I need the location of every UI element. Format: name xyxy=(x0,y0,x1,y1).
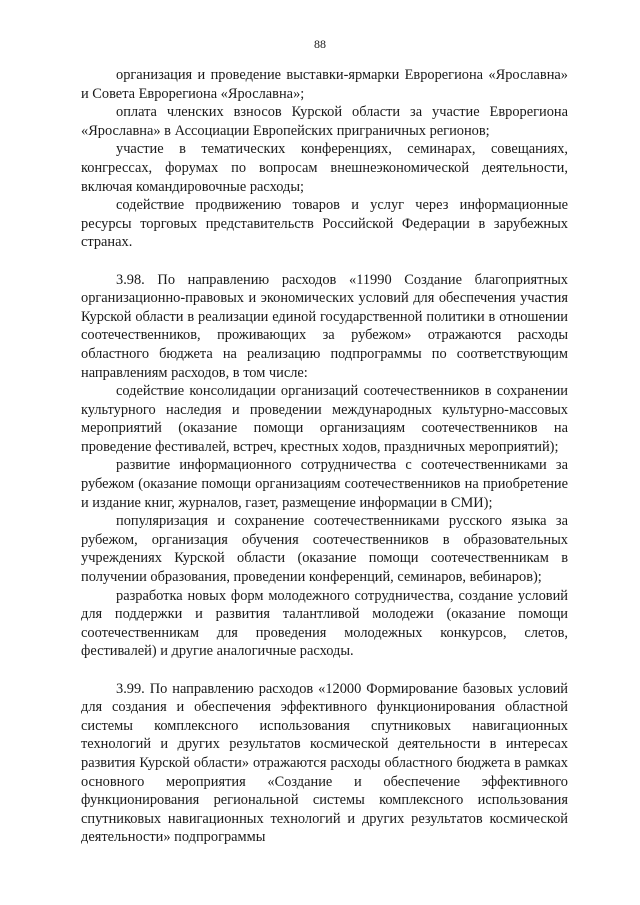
paragraph: организация и проведение выставки-ярмарки Еврорегиона «Ярославна» и Совета Еврорегиона «Ярославна»; xyxy=(81,67,568,102)
paragraph: оплата членских взносов Курской области за участие Еврорегиона «Ярославна» в Ассоциации Европейских приграничных регионов; xyxy=(81,104,568,139)
paragraph: участие в тематических конференциях, семинарах, совещаниях, конгрессах, форумах по вопросам внешнеэкономической деятельности, включая командировочные расходы; xyxy=(81,141,568,195)
paragraph: разработка новых форм молодежного сотрудничества, создание условий для поддержки и развития талантливой молодежи (оказание помощи соотечественникам для проведения молодежных конкурсов, слетов, фестивалей) и другие аналогичные расходы. xyxy=(81,587,568,660)
paragraph: 3.99. По направлению расходов «12000 Формирование базовых условий для создания и обеспечения эффективного функционирования областной системы комплексного использования спутниковых навигационных технологий и других результатов космической деятельности в интересах развития Курской области» отражаются расходы областного бюджета в рамках основного мероприятия «Создание и обеспечение эффективного функционирования региональной системы комплексного использования спутниковых навигационных технологий и других результатов космической деятельности» подпрограммы xyxy=(81,680,568,846)
page-number: 88 xyxy=(314,37,326,51)
paragraph: популяризация и сохранение соотечественниками русского языка за рубежом, организация обучения соотечественников в образовательных учреждениях Курской области (оказание помощи соотечественникам в получении образования, проведении конференций, семинаров, вебинаров); xyxy=(81,513,568,586)
paragraph: развитие информационного сотрудничества с соотечественниками за рубежом (оказание помощи организациям соотечественников на приобретение и издание книг, журналов, газет, размещение информации в СМИ); xyxy=(81,457,568,511)
document-body xyxy=(81,66,568,847)
paragraph: содействие продвижению товаров и услуг через информационные ресурсы торговых представительств Российской Федерации в зарубежных странах. xyxy=(81,197,568,251)
paragraph: содействие консолидации организаций соотечественников в сохранении культурного наследия и проведении международных культурно-массовых мероприятий (оказание помощи организациям соотечественников на проведение фестивалей, встреч, крестных ходов, праздничных мероприятий); xyxy=(81,383,568,455)
paragraph: 3.98. По направлению расходов «11990 Создание благоприятных организационно-правовых и экономических условий для обеспечения участия Курской области в реализации единой государственной политики в отношении соотечественников, проживающих за рубежом» отражаются расходы областного бюджета на реализацию подпрограммы по соответствующим направлениям расходов, в том числе: xyxy=(81,271,568,381)
